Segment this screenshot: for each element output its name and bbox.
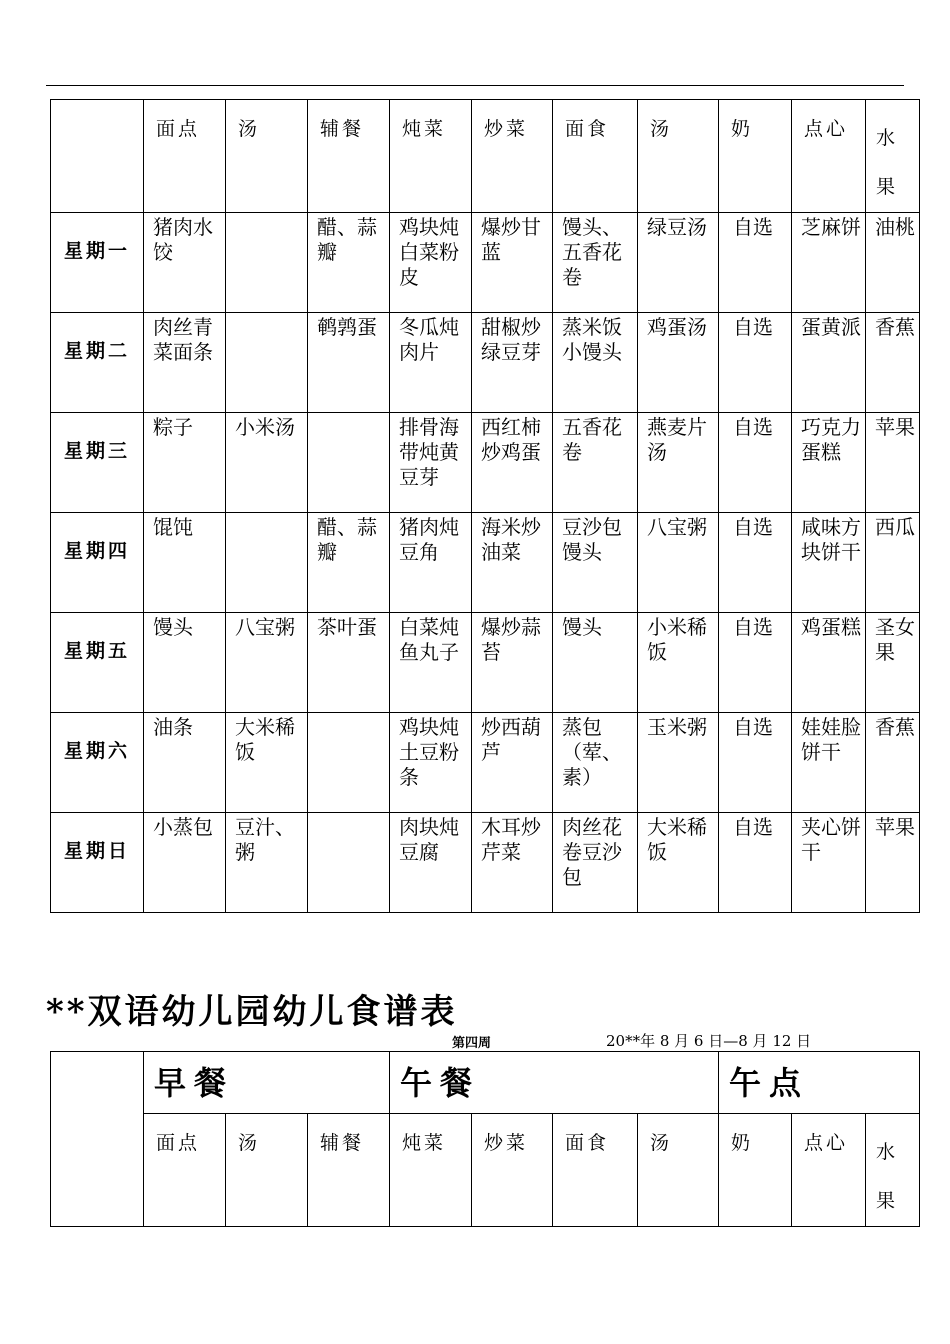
menu-row [51, 413, 920, 513]
menu-cell [226, 313, 308, 413]
menu-cell: 夹心饼干 [792, 813, 866, 913]
week-label: 第四周 [452, 1036, 492, 1051]
meal-breakfast: 早餐 [144, 1052, 390, 1114]
menu-cell: 馒头、五香花卷 [553, 213, 638, 313]
menu-cell: 八宝粥 [226, 613, 308, 713]
menu-cell: 鸡块炖土豆粉条 [390, 713, 472, 813]
menu-cell: 小米稀饭 [638, 613, 719, 713]
menu-table-week4 [50, 1051, 920, 1227]
menu-cell: 玉米粥 [638, 713, 719, 813]
menu-cell: 小蒸包 [144, 813, 226, 913]
corner-cell [51, 1052, 144, 1227]
menu-cell: 爆炒蒜苔 [472, 613, 553, 713]
menu-cell: 五香花卷 [553, 413, 638, 513]
day-label: 星期五 [51, 613, 144, 713]
col-header: 炒菜 [472, 1114, 553, 1227]
menu-row [51, 613, 920, 713]
menu-cell: 鸡蛋汤 [638, 313, 719, 413]
col-header: 面食 [553, 100, 638, 213]
day-label: 星期一 [51, 213, 144, 313]
menu-cell: 油桃 [866, 213, 920, 313]
menu-cell: 八宝粥 [638, 513, 719, 613]
menu-cell [308, 413, 390, 513]
col-header: 奶 [719, 100, 792, 213]
menu-cell: 鹌鹑蛋 [308, 313, 390, 413]
day-label: 星期二 [51, 313, 144, 413]
menu-cell: 豆汁、粥 [226, 813, 308, 913]
menu-cell: 自选 [719, 813, 792, 913]
col-header: 水果 [866, 1114, 920, 1227]
page-title: **双语幼儿园幼儿食谱表 [46, 992, 458, 1032]
col-header: 炖菜 [390, 1114, 472, 1227]
menu-cell: 蒸包（荤、素） [553, 713, 638, 813]
menu-cell: 自选 [719, 213, 792, 313]
col-header: 奶 [719, 1114, 792, 1227]
col-header: 面食 [553, 1114, 638, 1227]
meal-lunch: 午餐 [390, 1052, 719, 1114]
menu-cell: 苹果 [866, 413, 920, 513]
menu-cell: 巧克力蛋糕 [792, 413, 866, 513]
day-label: 星期三 [51, 413, 144, 513]
meal-row [51, 1052, 920, 1114]
col-header: 汤 [226, 1114, 308, 1227]
menu-cell: 苹果 [866, 813, 920, 913]
col-header: 面点 [144, 100, 226, 213]
menu-cell: 甜椒炒绿豆芽 [472, 313, 553, 413]
menu-cell: 燕麦片汤 [638, 413, 719, 513]
corner-cell [51, 100, 144, 213]
col-header: 汤 [638, 1114, 719, 1227]
menu-cell [308, 713, 390, 813]
menu-cell: 猪肉水饺 [144, 213, 226, 313]
menu-cell: 肉块炖豆腐 [390, 813, 472, 913]
menu-cell: 豆沙包馒头 [553, 513, 638, 613]
menu-cell: 自选 [719, 513, 792, 613]
day-label: 星期四 [51, 513, 144, 613]
menu-cell: 绿豆汤 [638, 213, 719, 313]
menu-cell: 西瓜 [866, 513, 920, 613]
menu-cell: 醋、蒜瓣 [308, 213, 390, 313]
day-label: 星期日 [51, 813, 144, 913]
menu-cell: 馄饨 [144, 513, 226, 613]
menu-cell: 肉丝花卷豆沙包 [553, 813, 638, 913]
menu-cell: 自选 [719, 713, 792, 813]
menu-cell: 香蕉 [866, 713, 920, 813]
menu-cell: 鸡蛋糕 [792, 613, 866, 713]
menu-cell: 大米稀饭 [226, 713, 308, 813]
menu-cell: 鸡块炖白菜粉皮 [390, 213, 472, 313]
menu-cell: 木耳炒芹菜 [472, 813, 553, 913]
menu-cell: 自选 [719, 313, 792, 413]
menu-cell: 小米汤 [226, 413, 308, 513]
menu-cell: 猪肉炖豆角 [390, 513, 472, 613]
day-label: 星期六 [51, 713, 144, 813]
col-header: 炖菜 [390, 100, 472, 213]
col-header: 面点 [144, 1114, 226, 1227]
col-header: 水果 [866, 100, 920, 213]
menu-cell: 咸味方块饼干 [792, 513, 866, 613]
col-header: 汤 [226, 100, 308, 213]
header-row [51, 1114, 920, 1227]
menu-cell: 蒸米饭小馒头 [553, 313, 638, 413]
menu-cell: 西红柿炒鸡蛋 [472, 413, 553, 513]
date-range: 20**年 8 月 6 日—8 月 12 日 [606, 1032, 812, 1050]
menu-cell: 馒头 [553, 613, 638, 713]
menu-cell: 海米炒油菜 [472, 513, 553, 613]
header-row [51, 100, 920, 213]
menu-cell: 白菜炖鱼丸子 [390, 613, 472, 713]
menu-table-week3 [50, 99, 920, 913]
menu-cell: 茶叶蛋 [308, 613, 390, 713]
menu-row [51, 713, 920, 813]
menu-cell: 肉丝青菜面条 [144, 313, 226, 413]
menu-row [51, 213, 920, 313]
menu-cell: 粽子 [144, 413, 226, 513]
col-header: 辅餐 [308, 1114, 390, 1227]
menu-cell: 油条 [144, 713, 226, 813]
menu-cell: 香蕉 [866, 313, 920, 413]
menu-cell [226, 213, 308, 313]
menu-cell: 冬瓜炖肉片 [390, 313, 472, 413]
menu-cell: 自选 [719, 413, 792, 513]
top-rule [46, 85, 904, 86]
menu-cell: 醋、蒜瓣 [308, 513, 390, 613]
col-header: 辅餐 [308, 100, 390, 213]
menu-cell: 蛋黄派 [792, 313, 866, 413]
menu-cell: 馒头 [144, 613, 226, 713]
menu-cell: 爆炒甘蓝 [472, 213, 553, 313]
col-header: 汤 [638, 100, 719, 213]
menu-row [51, 313, 920, 413]
menu-cell: 圣女果 [866, 613, 920, 713]
menu-cell: 芝麻饼 [792, 213, 866, 313]
col-header: 点心 [792, 1114, 866, 1227]
menu-cell: 大米稀饭 [638, 813, 719, 913]
col-header: 点心 [792, 100, 866, 213]
menu-cell: 娃娃脸饼干 [792, 713, 866, 813]
menu-cell: 炒西葫芦 [472, 713, 553, 813]
menu-row [51, 513, 920, 613]
menu-row [51, 813, 920, 913]
menu-cell: 排骨海带炖黄豆芽 [390, 413, 472, 513]
menu-cell: 自选 [719, 613, 792, 713]
meal-snack: 午点 [719, 1052, 920, 1114]
col-header: 炒菜 [472, 100, 553, 213]
menu-cell [308, 813, 390, 913]
menu-cell [226, 513, 308, 613]
